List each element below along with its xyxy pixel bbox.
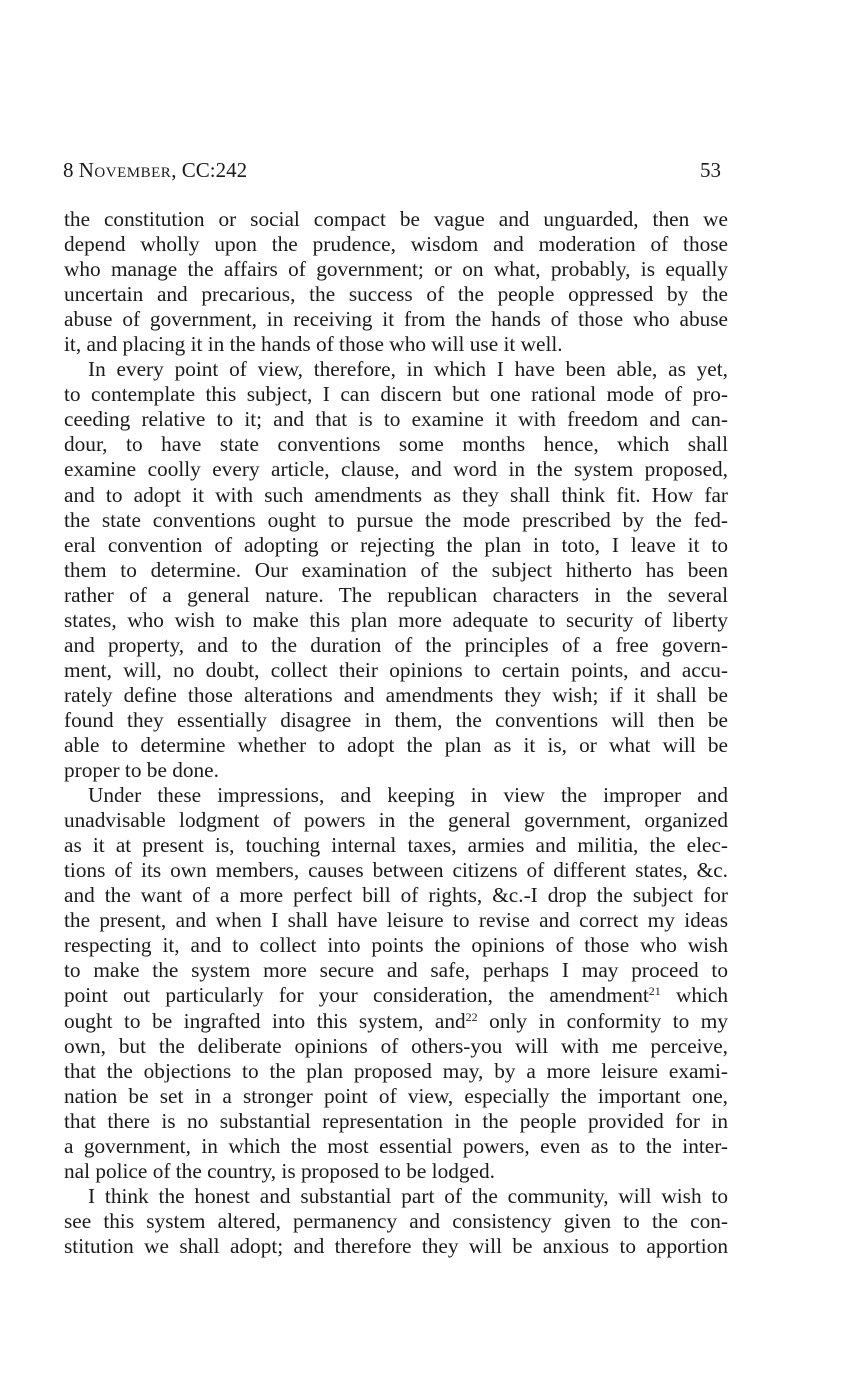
text-line: the present, and when I shall have leisure to revise and correct my ideas: [64, 908, 728, 933]
text-line: respecting it, and to collect into points the opinions of those who wish: [64, 933, 728, 958]
text-line: see this system altered, permanency and consistency given to the con-: [64, 1208, 728, 1233]
text-segment: ought to be ingrafted into this system, and: [64, 1008, 466, 1033]
footnote-ref-22: 22: [465, 1009, 478, 1024]
text-line: it, and placing it in the hands of those who will use it well.: [64, 332, 563, 357]
text-line: eral convention of adopting or rejecting the plan in toto, I leave it to: [64, 532, 728, 557]
text-line-with-footnote-21: [64, 983, 728, 1008]
text-line: to make the system more secure and safe, perhaps I may proceed to: [64, 958, 728, 983]
text-line: and the want of a more perfect bill of rights, &c.-I drop the subject for: [64, 883, 728, 908]
text-line: dour, to have state conventions some months hence, which shall: [64, 432, 728, 457]
text-line: In every point of view, therefore, in which I have been able, as yet,: [88, 357, 728, 382]
text-line: ment, will, no doubt, collect their opinions to certain points, and accu-: [64, 657, 728, 682]
text-line: rather of a general nature. The republican characters in the several: [64, 582, 728, 607]
text-line: I think the honest and substantial part of the community, will wish to: [88, 1183, 728, 1208]
body-text: [64, 207, 728, 1259]
running-head: [63, 157, 721, 183]
text-line: that the objections to the plan proposed may, by a more leisure exami-: [64, 1058, 728, 1083]
text-line: able to determine whether to adopt the plan as it is, or what will be: [64, 732, 728, 757]
text-line: depend wholly upon the prudence, wisdom and moderation of those: [64, 232, 728, 257]
text-line-with-footnote-22: [64, 1009, 728, 1034]
text-line: examine coolly every article, clause, and word in the system proposed,: [64, 457, 728, 482]
text-segment: point out particularly for your consideration, the amendment: [64, 983, 649, 1008]
text-line: them to determine. Our examination of the subject hitherto has been: [64, 557, 728, 582]
running-head-date-day: 8: [63, 158, 79, 182]
text-line: rately define those alterations and amendments they wish; if it shall be: [64, 682, 728, 707]
text-line: unadvisable lodgment of powers in the general government, organized: [64, 808, 728, 833]
page-number: 53: [700, 158, 721, 182]
text-line: tions of its own members, causes between citizens of different states, &c.: [64, 858, 728, 883]
text-line: the constitution or social compact be vague and unguarded, then we: [64, 207, 728, 231]
text-line: uncertain and precarious, the success of the people oppressed by the: [64, 282, 728, 307]
text-line: as it at present is, touching internal taxes, armies and militia, the elec-: [64, 833, 728, 858]
running-head-document-number: , CC:242: [171, 158, 248, 182]
footnote-ref-21: 21: [648, 984, 661, 999]
text-line: states, who wish to make this plan more adequate to security of liberty: [64, 607, 728, 632]
text-line: a government, in which the most essential powers, even as to the inter-: [64, 1133, 728, 1158]
text-line: nal police of the country, is proposed to be lodged.: [64, 1158, 495, 1183]
running-head-left: [63, 157, 247, 183]
text-line: Under these impressions, and keeping in view the improper and: [88, 783, 728, 808]
running-head-month: November: [78, 158, 172, 182]
text-line: that there is no substantial representation in the people provided for in: [64, 1108, 728, 1133]
text-line: to contemplate this subject, I can discern but one rational mode of pro-: [64, 382, 728, 407]
text-line: proper to be done.: [64, 758, 219, 783]
text-segment: only in conformity to my: [477, 1008, 728, 1033]
text-line: ceeding relative to it; and that is to examine it with freedom and can-: [64, 407, 728, 432]
text-line: who manage the affairs of government; or on what, probably, is equally: [64, 257, 728, 282]
text-line: and to adopt it with such amendments as they shall think fit. How far: [64, 482, 728, 507]
text-segment: which: [660, 983, 728, 1008]
text-line: the state conventions ought to pursue the mode prescribed by the fed-: [64, 507, 728, 532]
text-line: nation be set in a stronger point of view, especially the important one,: [64, 1083, 728, 1108]
text-line: and property, and to the duration of the principles of a free govern-: [64, 632, 728, 657]
text-line: found they essentially disagree in them, the conventions will then be: [64, 707, 728, 732]
text-line: abuse of government, in receiving it from the hands of those who abuse: [64, 307, 728, 332]
text-line: own, but the deliberate opinions of others-you will with me perceive,: [64, 1033, 728, 1058]
text-line: stitution we shall adopt; and therefore they will be anxious to apportion: [64, 1233, 728, 1258]
